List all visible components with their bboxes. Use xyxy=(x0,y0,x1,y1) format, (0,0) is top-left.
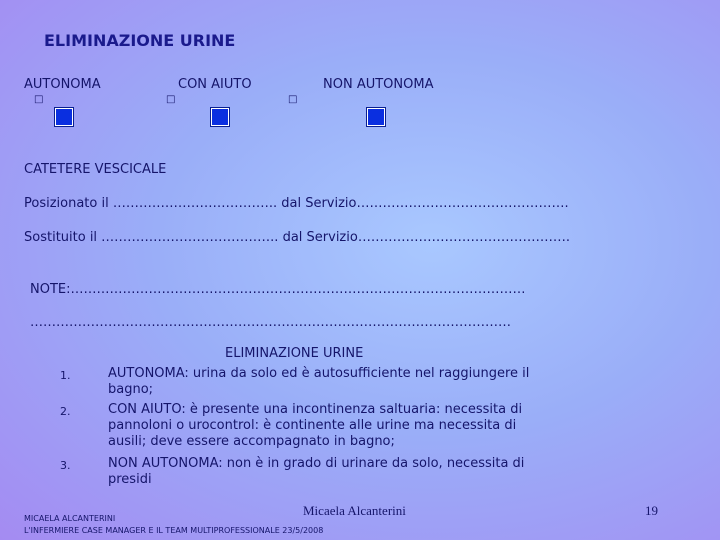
legend-heading: ELIMINAZIONE URINE xyxy=(225,346,364,361)
option-non-autonoma-bullet: □ xyxy=(288,94,298,105)
option-non-autonoma-checkbox[interactable] xyxy=(367,108,385,126)
legend-item-number: 1. xyxy=(60,369,71,382)
footer-author: Micaela Alcanterini xyxy=(303,503,406,518)
option-con-aiuto-bullet: □ xyxy=(166,94,176,105)
option-con-aiuto-checkbox[interactable] xyxy=(211,108,229,126)
posizionato-line: Posizionato il ……………………………….. dal Servizio…………………………………………. xyxy=(24,196,569,211)
sostituito-line: Sostituito il ………………………………….. dal Servizio…………………………………………. xyxy=(24,230,570,245)
legend-item-number: 3. xyxy=(60,459,71,472)
note-line-2: ………………………………………………………………………………………………… xyxy=(30,315,511,330)
option-non-autonoma-label: NON AUTONOMA xyxy=(323,77,434,92)
legend-item-autonoma: AUTONOMA: urina da solo ed è autosufficiente nel raggiungere il bagno; xyxy=(108,366,530,397)
option-autonoma-bullet: □ xyxy=(34,94,44,105)
footer-subtitle: L'INFERMIERE CASE MANAGER E IL TEAM MULTIPROFESSIONALE 23/5/2008 xyxy=(24,526,324,535)
footer-author-small: MICAELA ALCANTERINI xyxy=(24,514,116,523)
page-title: ELIMINAZIONE URINE xyxy=(44,31,236,50)
legend-item-number: 2. xyxy=(60,405,71,418)
legend-item-non-autonoma: NON AUTONOMA: non è in grado di urinare da solo, necessita di presidi xyxy=(108,456,525,487)
option-autonoma-label: AUTONOMA xyxy=(24,77,101,92)
option-autonoma-checkbox[interactable] xyxy=(55,108,73,126)
catetere-heading: CATETERE VESCICALE xyxy=(24,162,167,177)
legend-item-con-aiuto: CON AIUTO: è presente una incontinenza saltuaria: necessita di pannoloni o urocontrol: è continente alle urine ma necessita di ausili; deve essere accompagnato in bagno; xyxy=(108,402,523,449)
note-line-1: NOTE:…………………………………………………………………………………………… xyxy=(30,282,526,297)
page-number: 19 xyxy=(645,503,658,518)
option-con-aiuto-label: CON AIUTO xyxy=(178,77,252,92)
